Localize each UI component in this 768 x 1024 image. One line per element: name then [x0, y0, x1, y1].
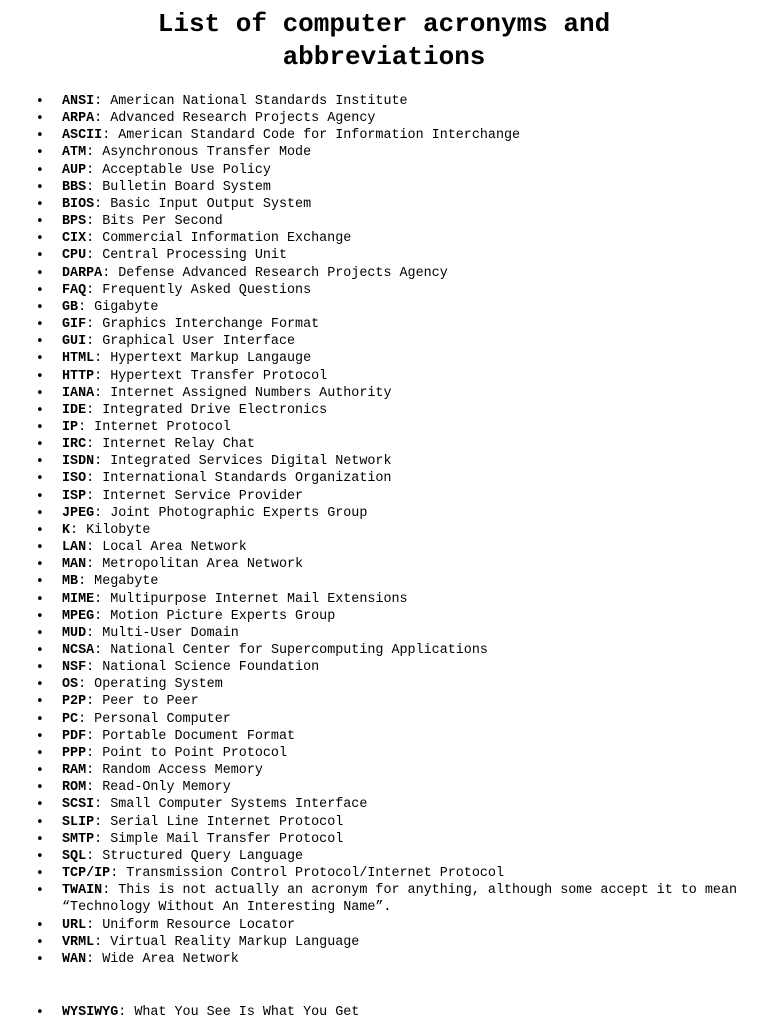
list-item: [0, 316, 768, 333]
bullet-icon: •: [36, 437, 44, 453]
bullet-icon: •: [36, 660, 44, 676]
acronym-definition: Megabyte: [94, 574, 159, 590]
term-separator: :: [94, 934, 111, 950]
list-item: [0, 282, 768, 299]
list-item: [0, 642, 768, 659]
term-separator: :: [94, 831, 111, 847]
page-title-line-1: List of computer acronyms and: [157, 9, 611, 39]
term-separator: :: [78, 677, 95, 693]
bullet-icon: •: [36, 763, 44, 779]
list-item: [0, 693, 768, 710]
acronym-term: IANA: [62, 385, 95, 401]
acronym-term: NCSA: [62, 643, 95, 658]
bullet-icon: •: [36, 231, 44, 247]
bullet-icon: •: [36, 111, 44, 127]
acronym-term: K: [62, 522, 71, 538]
acronym-term: ISO: [62, 471, 87, 487]
list-item: [0, 265, 768, 282]
bullet-icon: •: [36, 334, 44, 350]
acronym-definition: Personal Computer: [94, 711, 231, 727]
term-separator: :: [94, 454, 111, 470]
list-item: [0, 796, 768, 813]
acronym-definition: Gigabyte: [94, 299, 159, 315]
acronym-term: GB: [62, 299, 79, 315]
term-separator: :: [86, 471, 103, 487]
term-separator: :: [86, 557, 103, 573]
acronym-definition: International Standards Organization: [102, 471, 392, 487]
bullet-icon: •: [36, 625, 44, 641]
bullet-icon: •: [36, 677, 44, 693]
acronym-term: AUP: [62, 162, 87, 178]
term-separator: :: [94, 505, 111, 521]
term-separator: :: [78, 299, 95, 315]
list-item: [0, 711, 768, 728]
term-separator: :: [78, 419, 95, 435]
acronym-term: ANSI: [62, 94, 95, 109]
list-item: [0, 934, 768, 951]
acronym-definition: Basic Input Output System: [110, 196, 312, 212]
list-item: [0, 539, 768, 556]
bullet-icon: •: [36, 540, 44, 556]
term-separator: :: [86, 488, 103, 504]
list-item: [0, 162, 768, 179]
bullet-icon: •: [36, 522, 44, 538]
acronym-term: BPS: [62, 214, 87, 230]
list-item: [0, 676, 768, 693]
acronym-term: TCP/IP: [62, 866, 111, 882]
acronym-list-continued: [0, 1004, 768, 1021]
acronym-definition: Graphical User Interface: [102, 334, 296, 350]
bullet-icon: •: [36, 317, 44, 333]
acronym-definition: Transmission Control Protocol/Internet Protocol: [126, 866, 504, 882]
acronym-term: MIME: [62, 591, 95, 607]
acronym-term: IRC: [62, 437, 87, 453]
term-separator: :: [86, 763, 103, 779]
acronym-definition: Graphics Interchange Format: [102, 317, 320, 333]
list-item: [0, 453, 768, 470]
acronym-term: WAN: [62, 951, 87, 967]
bullet-icon: •: [36, 1005, 44, 1020]
term-separator: :: [86, 231, 103, 247]
list-item: [0, 488, 768, 505]
term-separator: :: [102, 128, 119, 144]
term-separator: :: [70, 522, 87, 538]
acronym-definition: Random Access Memory: [102, 763, 263, 779]
list-item: [0, 419, 768, 436]
list-item: [0, 505, 768, 522]
bullet-icon: •: [36, 694, 44, 710]
term-separator: :: [94, 94, 111, 109]
acronym-term: LAN: [62, 540, 87, 556]
term-separator: :: [78, 574, 95, 590]
bullet-icon: •: [36, 454, 44, 470]
acronym-definition: Structured Query Language: [102, 848, 304, 864]
term-separator: :: [86, 728, 103, 744]
acronym-definition: Advanced Research Projects Agency: [110, 111, 376, 127]
term-separator: :: [94, 351, 111, 367]
bullet-icon: •: [36, 419, 44, 435]
list-item: [0, 556, 768, 573]
acronym-definition: Acceptable Use Policy: [102, 162, 271, 178]
bullet-icon: •: [36, 848, 44, 864]
acronym-term: MB: [62, 574, 79, 590]
acronym-definition: Kilobyte: [86, 522, 151, 538]
acronym-definition: Internet Protocol: [94, 419, 231, 435]
acronym-term: MPEG: [62, 608, 95, 624]
acronym-term: ISP: [62, 488, 87, 504]
term-separator: :: [94, 608, 111, 624]
bullet-icon: •: [36, 402, 44, 418]
term-separator: :: [86, 402, 103, 418]
list-item: [0, 865, 768, 882]
bullet-icon: •: [36, 643, 44, 658]
list-item: [0, 917, 768, 934]
bullet-icon: •: [36, 299, 44, 315]
bullet-icon: •: [36, 797, 44, 813]
acronym-term: ISDN: [62, 454, 95, 470]
acronym-list: [0, 93, 768, 968]
acronym-definition: Internet Service Provider: [102, 488, 304, 504]
term-separator: :: [86, 334, 103, 350]
bullet-icon: •: [36, 557, 44, 573]
acronym-definition: Integrated Services Digital Network: [110, 454, 392, 470]
bullet-icon: •: [36, 831, 44, 847]
acronym-term: PC: [62, 711, 79, 727]
acronym-definition: Motion Picture Experts Group: [110, 608, 336, 624]
term-separator: :: [94, 385, 111, 401]
bullet-icon: •: [36, 179, 44, 195]
list-item: [0, 247, 768, 264]
term-separator: :: [118, 1005, 135, 1020]
bullet-icon: •: [36, 282, 44, 298]
acronym-term: ASCII: [62, 128, 103, 144]
list-item: [0, 333, 768, 350]
term-separator: :: [86, 145, 103, 161]
acronym-definition: What You See Is What You Get: [134, 1005, 360, 1020]
acronym-definition: Hypertext Markup Langauge: [110, 351, 312, 367]
acronym-term: PDF: [62, 728, 87, 744]
acronym-definition: Point to Point Protocol: [102, 745, 288, 761]
term-separator: :: [86, 694, 103, 710]
acronym-term: HTTP: [62, 368, 95, 384]
list-item: [0, 213, 768, 230]
acronym-term: MAN: [62, 557, 87, 573]
term-separator: :: [86, 162, 103, 178]
term-separator: :: [86, 660, 103, 676]
acronym-definition: National Center for Supercomputing Applications: [110, 643, 488, 658]
term-separator: :: [86, 848, 103, 864]
term-separator: :: [86, 540, 103, 556]
bullet-icon: •: [36, 745, 44, 761]
term-separator: :: [86, 917, 103, 933]
acronym-definition: Multipurpose Internet Mail Extensions: [110, 591, 408, 607]
acronym-definition: Small Computer Systems Interface: [110, 797, 368, 813]
list-item: [0, 1004, 768, 1021]
list-item: [0, 350, 768, 367]
list-item: [0, 659, 768, 676]
acronym-term: P2P: [62, 694, 87, 710]
list-item: [0, 779, 768, 796]
acronym-definition: Peer to Peer: [102, 694, 199, 710]
bullet-icon: •: [36, 145, 44, 161]
acronym-definition: Uniform Resource Locator: [102, 917, 296, 933]
bullet-icon: •: [36, 608, 44, 624]
bullet-icon: •: [36, 591, 44, 607]
acronym-definition: Frequently Asked Questions: [102, 282, 312, 298]
bullet-icon: •: [36, 196, 44, 212]
term-separator: :: [86, 214, 103, 230]
term-separator: :: [86, 625, 103, 641]
acronym-definition: National Science Foundation: [102, 660, 320, 676]
list-item: [0, 814, 768, 831]
acronym-term: ARPA: [62, 111, 95, 127]
acronym-term: JPEG: [62, 505, 95, 521]
acronym-definition: Virtual Reality Markup Language: [110, 934, 360, 950]
acronym-term: SMTP: [62, 831, 95, 847]
bullet-icon: •: [36, 728, 44, 744]
bullet-icon: •: [36, 94, 44, 109]
bullet-icon: •: [36, 488, 44, 504]
term-separator: :: [102, 265, 119, 281]
acronym-definition: Internet Assigned Numbers Authority: [110, 385, 392, 401]
acronym-term: GUI: [62, 334, 87, 350]
acronym-definition: Asynchronous Transfer Mode: [102, 145, 312, 161]
term-separator: :: [86, 179, 103, 195]
term-separator: :: [110, 866, 127, 882]
acronym-term: ATM: [62, 145, 87, 161]
term-separator: :: [86, 951, 103, 967]
list-item: [0, 762, 768, 779]
bullet-icon: •: [36, 471, 44, 487]
acronym-definition: Joint Photographic Experts Group: [110, 505, 368, 521]
bullet-icon: •: [36, 351, 44, 367]
bullet-icon: •: [36, 917, 44, 933]
acronym-term: TWAIN: [62, 883, 103, 899]
acronym-definition: Commercial Information Exchange: [102, 231, 352, 247]
acronym-definition: This is not actually an acronym for anything, although some accept it to mean “Technology Without An Interesting Name”.: [62, 883, 738, 916]
acronym-term: BIOS: [62, 196, 95, 212]
acronym-definition: Local Area Network: [102, 540, 247, 556]
acronym-term: VRML: [62, 934, 95, 950]
list-item: [0, 385, 768, 402]
acronym-definition: Internet Relay Chat: [102, 437, 255, 453]
acronym-definition: Bits Per Second: [102, 214, 223, 230]
acronym-definition: American Standard Code for Information Interchange: [118, 128, 521, 144]
bullet-icon: •: [36, 248, 44, 264]
list-item: [0, 144, 768, 161]
acronym-definition: Read-Only Memory: [102, 780, 231, 796]
acronym-definition: Multi-User Domain: [102, 625, 239, 641]
bullet-icon: •: [36, 866, 44, 882]
acronym-term: GIF: [62, 317, 87, 333]
term-separator: :: [94, 797, 111, 813]
term-separator: :: [86, 437, 103, 453]
term-separator: :: [78, 711, 95, 727]
acronym-definition: Simple Mail Transfer Protocol: [110, 831, 344, 847]
acronym-definition: Hypertext Transfer Protocol: [110, 368, 328, 384]
list-item: [0, 608, 768, 625]
list-item: [0, 522, 768, 539]
list-item: [0, 625, 768, 642]
acronym-term: SCSI: [62, 797, 95, 813]
acronym-definition: Bulletin Board System: [102, 179, 271, 195]
list-item: [0, 299, 768, 316]
acronym-definition: Defense Advanced Research Projects Agency: [118, 265, 448, 281]
term-separator: :: [94, 814, 111, 830]
list-item: [0, 196, 768, 213]
list-item: [0, 591, 768, 608]
bullet-icon: •: [36, 368, 44, 384]
acronym-definition: American National Standards Institute: [110, 94, 408, 109]
acronym-term: SQL: [62, 848, 87, 864]
acronym-term: IP: [62, 419, 79, 435]
acronym-term: URL: [62, 917, 87, 933]
term-separator: :: [94, 591, 111, 607]
list-item: [0, 951, 768, 968]
list-item: [0, 179, 768, 196]
acronym-term: HTML: [62, 351, 95, 367]
list-item: [0, 882, 768, 916]
bullet-icon: •: [36, 780, 44, 796]
term-separator: :: [86, 317, 103, 333]
bullet-icon: •: [36, 883, 44, 899]
term-separator: :: [86, 248, 103, 264]
list-item: [0, 230, 768, 247]
acronym-term: MUD: [62, 625, 87, 641]
bullet-icon: •: [36, 385, 44, 401]
list-item: [0, 831, 768, 848]
term-separator: :: [94, 196, 111, 212]
list-item: [0, 402, 768, 419]
term-separator: :: [94, 111, 111, 127]
acronym-definition: Metropolitan Area Network: [102, 557, 304, 573]
bullet-icon: •: [36, 574, 44, 590]
list-item: [0, 848, 768, 865]
acronym-term: BBS: [62, 179, 87, 195]
bullet-icon: •: [36, 162, 44, 178]
acronym-term: CPU: [62, 248, 87, 264]
list-item: [0, 728, 768, 745]
acronym-term: FAQ: [62, 282, 87, 298]
acronym-definition: Portable Document Format: [102, 728, 296, 744]
list-item: [0, 368, 768, 385]
acronym-definition: Integrated Drive Electronics: [102, 402, 328, 418]
acronym-term: OS: [62, 677, 79, 693]
list-item: [0, 93, 768, 110]
bullet-icon: •: [36, 265, 44, 281]
acronym-definition: Operating System: [94, 677, 223, 693]
list-item: [0, 110, 768, 127]
acronym-term: IDE: [62, 402, 87, 418]
acronym-term: RAM: [62, 763, 87, 779]
acronym-term: CIX: [62, 231, 87, 247]
list-item: [0, 573, 768, 590]
acronym-term: WYSIWYG: [62, 1005, 119, 1020]
acronym-definition: Serial Line Internet Protocol: [110, 814, 344, 830]
acronym-term: SLIP: [62, 814, 95, 830]
list-item: [0, 745, 768, 762]
acronym-term: PPP: [62, 745, 87, 761]
acronym-term: NSF: [62, 660, 87, 676]
acronym-term: DARPA: [62, 265, 103, 281]
bullet-icon: •: [36, 814, 44, 830]
term-separator: :: [102, 883, 119, 899]
term-separator: :: [86, 780, 103, 796]
bullet-icon: •: [36, 214, 44, 230]
bullet-icon: •: [36, 951, 44, 967]
acronym-definition: Central Processing Unit: [102, 248, 288, 264]
term-separator: :: [86, 282, 103, 298]
page-title: [0, 8, 768, 74]
term-separator: :: [94, 643, 111, 658]
bullet-icon: •: [36, 128, 44, 144]
page-title-line-2: abbreviations: [282, 42, 486, 72]
term-separator: :: [86, 745, 103, 761]
term-separator: :: [94, 368, 111, 384]
acronym-term: ROM: [62, 780, 87, 796]
list-item: [0, 436, 768, 453]
list-item: [0, 127, 768, 144]
bullet-icon: •: [36, 711, 44, 727]
bullet-icon: •: [36, 505, 44, 521]
list-item: [0, 470, 768, 487]
acronym-definition: Wide Area Network: [102, 951, 239, 967]
bullet-icon: •: [36, 934, 44, 950]
